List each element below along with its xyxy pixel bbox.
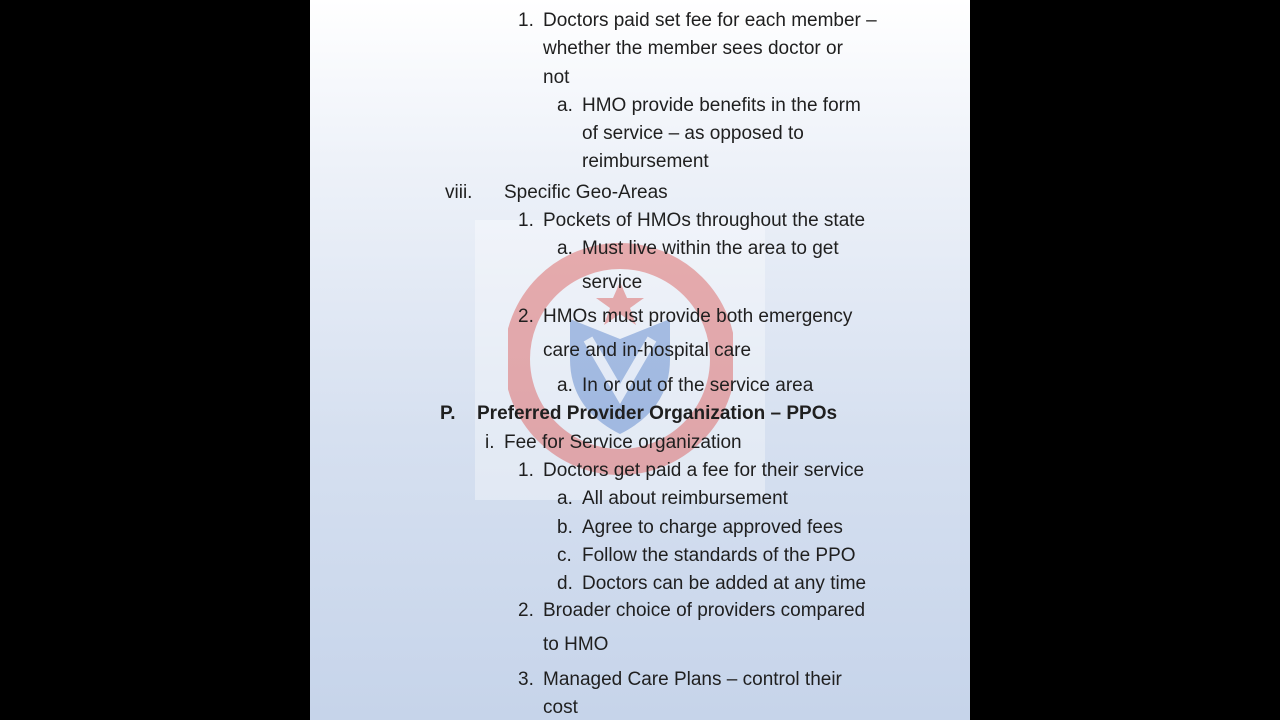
document-page [310, 0, 970, 720]
item-text: HMOs must provide both emergency [543, 306, 853, 327]
section-title: Preferred Provider Organization – PPOs [477, 403, 838, 424]
item-text-continued: not [543, 67, 570, 88]
item-number: c. [557, 545, 572, 566]
item-text: Fee for Service organization [504, 432, 742, 453]
item-text: Doctors get paid a fee for their service [543, 460, 865, 481]
item-number: 2. [518, 306, 534, 327]
item-text: In or out of the service area [582, 375, 814, 396]
item-number: 2. [518, 600, 534, 621]
item-number: viii. [445, 182, 473, 203]
item-text: Managed Care Plans – control their [543, 669, 842, 690]
item-text: Agree to charge approved fees [582, 517, 843, 538]
item-number: a. [557, 95, 573, 116]
item-text-continued: whether the member sees doctor or [543, 38, 843, 59]
item-number: i. [485, 432, 495, 453]
item-number: a. [557, 238, 573, 259]
item-number: a. [557, 488, 573, 509]
item-text: Doctors can be added at any time [582, 573, 867, 594]
item-number: 1. [518, 460, 534, 481]
item-number: a. [557, 375, 573, 396]
item-text: Doctors paid set fee for each member – [543, 10, 877, 31]
item-text-continued: cost [543, 697, 578, 718]
item-text: Follow the standards of the PPO [582, 545, 856, 566]
section-letter: P. [440, 403, 456, 424]
item-number: 1. [518, 10, 534, 31]
item-text-continued: service [582, 272, 643, 293]
item-number: b. [557, 517, 573, 538]
item-text-continued: reimbursement [582, 151, 709, 172]
item-text: Specific Geo-Areas [504, 182, 668, 203]
item-text-continued: to HMO [543, 634, 609, 655]
item-number: 3. [518, 669, 534, 690]
item-text-continued: care and in-hospital care [543, 340, 752, 361]
item-text: Pockets of HMOs throughout the state [543, 210, 866, 231]
item-number: 1. [518, 210, 534, 231]
item-text: Must live within the area to get [582, 238, 839, 259]
item-number: d. [557, 573, 573, 594]
item-text: Broader choice of providers compared [543, 600, 866, 621]
item-text: HMO provide benefits in the form [582, 95, 861, 116]
item-text: All about reimbursement [582, 488, 788, 509]
item-text-continued: of service – as opposed to [582, 123, 804, 144]
